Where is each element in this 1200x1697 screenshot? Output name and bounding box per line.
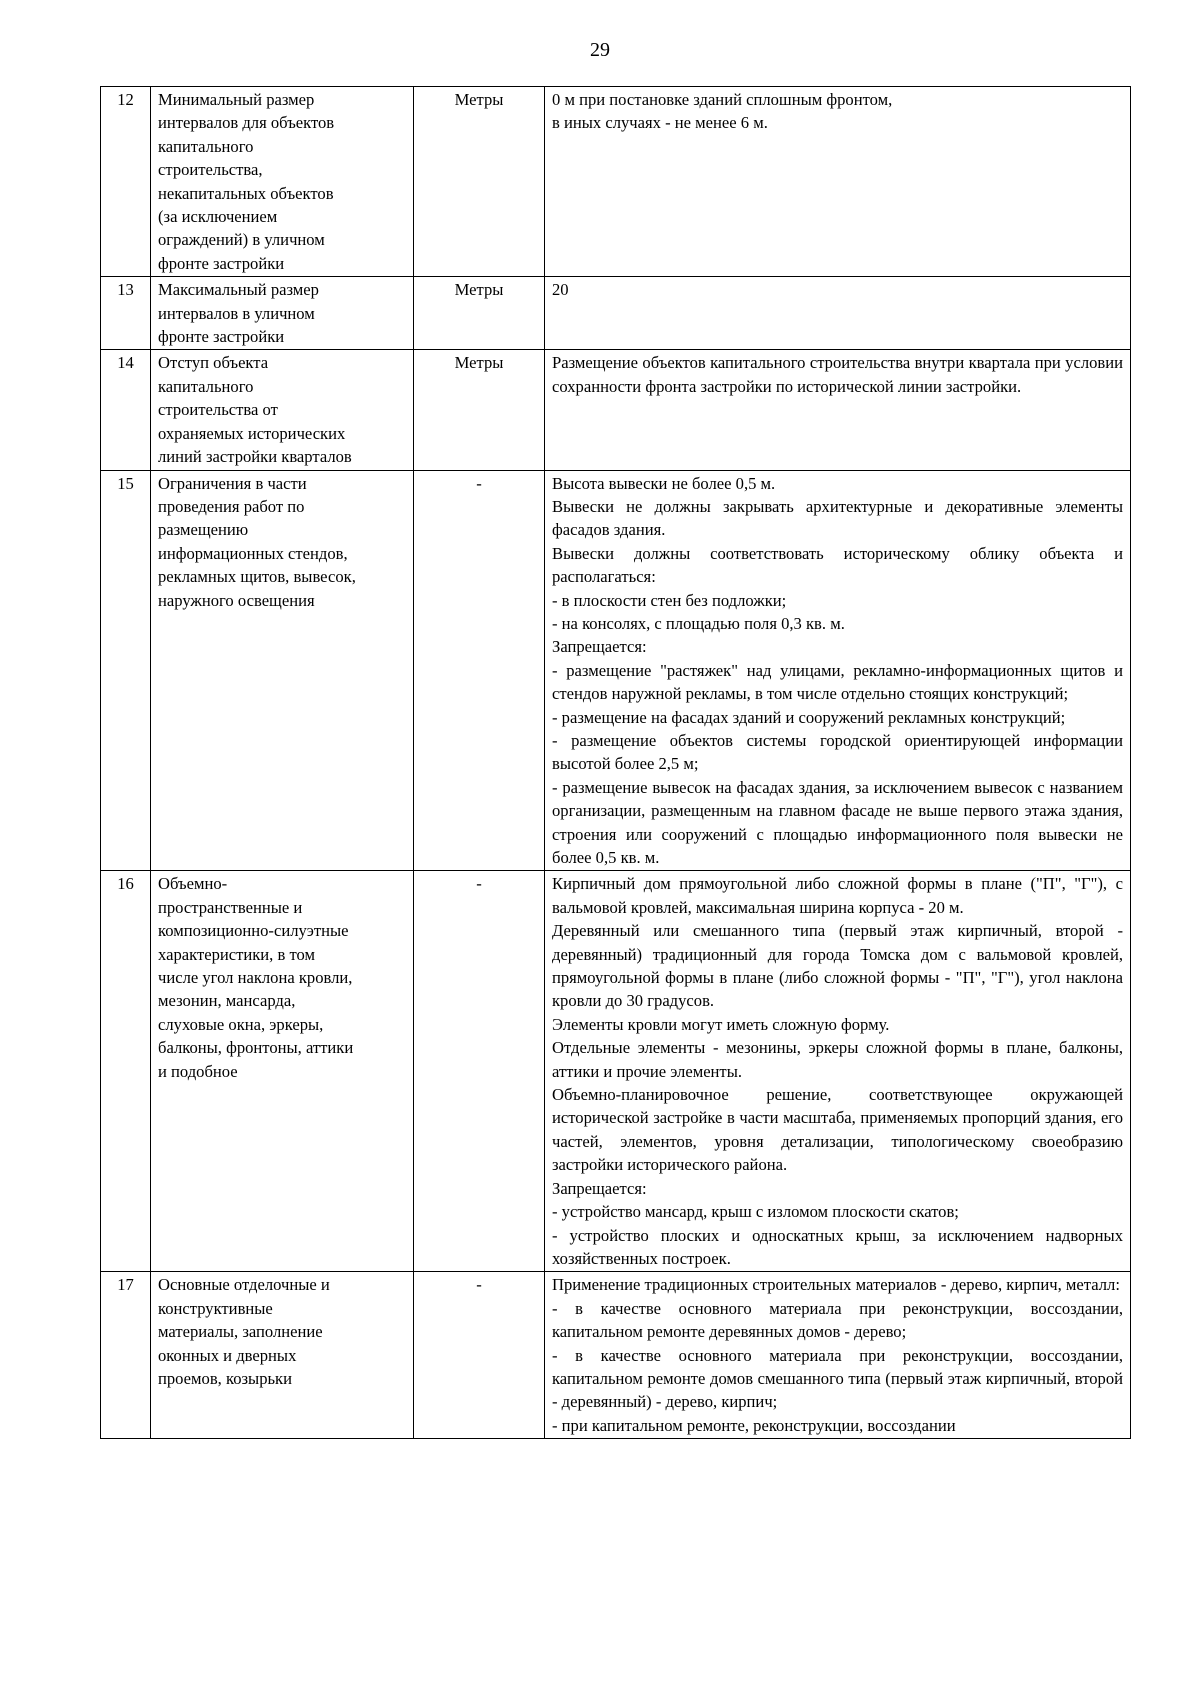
parameter-value <box>545 277 1131 350</box>
parameter-name-line: фронте застройки <box>158 253 285 273</box>
row-number: 16 <box>101 871 151 1272</box>
parameter-name-line: характеристики, в том <box>158 944 315 964</box>
value-paragraph: - в качестве основного материала при реконструкции, воссоздании, капитальном ремонте деревянных домов - дерево; <box>552 1298 1123 1342</box>
value-paragraph: Вывески не должны закрывать архитектурные и декоративные элементы фасадов здания. <box>552 496 1123 540</box>
parameter-name-line: Объемно- <box>158 874 228 894</box>
parameter-name-line: проемов, козырьки <box>158 1368 292 1388</box>
value-paragraph: Применение традиционных строительных материалов - дерево, кирпич, металл: <box>552 1275 1120 1295</box>
value-paragraph: Высота вывески не более 0,5 м. <box>552 473 776 493</box>
unit-of-measure: Метры <box>414 87 545 277</box>
parameter-name-line: и подобное <box>158 1061 238 1081</box>
parameter-name-line: охраняемых исторических <box>158 423 346 443</box>
parameter-name-line: материалы, заполнение <box>158 1322 323 1342</box>
parameter-name <box>151 1272 414 1439</box>
parameter-name-line: фронте застройки <box>158 327 285 347</box>
value-paragraph: Кирпичный дом прямоугольной либо сложной формы в плане ("П", "Г"), с вальмовой кровлей, максимальная ширина корпуса - 20 м. <box>552 874 1123 917</box>
parameter-name-line: ограждений) в уличном <box>158 230 325 250</box>
parameter-name-line: рекламных щитов, вывесок, <box>158 567 356 587</box>
page-number: 29 <box>590 39 610 61</box>
value-paragraph: Объемно-планировочное решение, соответствующее окружающей исторической застройке в части масштаба, применяемых пропорций здания, его частей, элементов, уровня детализации, типологическому своеобразию застройки исторического района. <box>552 1085 1123 1175</box>
value-paragraph: - в плоскости стен без подложки; <box>552 590 787 610</box>
row-number: 12 <box>101 87 151 277</box>
parameter-name-line: композиционно-силуэтные <box>158 921 349 941</box>
value-paragraph: в иных случаях - не менее 6 м. <box>552 113 768 133</box>
parameter-name-line: Ограничения в части <box>158 473 307 493</box>
parameter-name-line: мезонин, мансарда, <box>158 991 296 1011</box>
parameter-name-line: размещению <box>158 520 249 540</box>
value-paragraph: 20 <box>552 280 569 300</box>
parameter-name-line: проведения работ по <box>158 496 305 516</box>
regulations-table <box>100 86 1131 1439</box>
table-row <box>101 871 1131 1272</box>
value-paragraph: 0 м при постановке зданий сплошным фронтом, <box>552 90 893 109</box>
row-number: 15 <box>101 470 151 871</box>
parameter-name <box>151 87 414 277</box>
parameter-name-line: оконных и дверных <box>158 1345 297 1365</box>
parameter-name-line: Максимальный размер <box>158 280 319 300</box>
table-row <box>101 470 1131 871</box>
value-paragraph: - устройство мансард, крыш с изломом плоскости скатов; <box>552 1202 959 1222</box>
value-paragraph: - размещение вывесок на фасадах здания, за исключением вывесок с названием организации, размещенным на главном фасаде не выше первого этажа здания, строения или сооружений с площадью информационного поля вывески не более 0,5 кв. м. <box>552 777 1123 867</box>
parameter-name-line: Основные отделочные и <box>158 1275 330 1295</box>
value-paragraph: Элементы кровли могут иметь сложную форму. <box>552 1014 890 1034</box>
parameter-name-line: наружного освещения <box>158 590 315 610</box>
parameter-name-line: балконы, фронтоны, аттики <box>158 1038 354 1058</box>
parameter-name-line: конструктивные <box>158 1298 273 1318</box>
parameter-value <box>545 1272 1131 1439</box>
unit-of-measure: Метры <box>414 350 545 470</box>
value-paragraph: - размещение объектов системы городской ориентирующей информации высотой более 2,5 м; <box>552 730 1123 774</box>
value-paragraph: Вывески должны соответствовать историческому облику объекта и располагаться: <box>552 543 1123 587</box>
table-row <box>101 277 1131 350</box>
unit-of-measure: - <box>414 1272 545 1439</box>
parameter-name-line: слуховые окна, эркеры, <box>158 1014 324 1034</box>
value-paragraph: Отдельные элементы - мезонины, эркеры сложной формы в плане, балконы, аттики и прочие элементы. <box>552 1038 1123 1081</box>
table-row <box>101 87 1131 277</box>
unit-of-measure: - <box>414 871 545 1272</box>
value-paragraph: Деревянный или смешанного типа (первый этаж кирпичный, второй - деревянный) традиционный для города Томска дом с вальмовой кровлей, прямоугольной формы в плане (либо сложной формы - "П", "Г"), угол наклона кровли до 30 градусов. <box>552 921 1123 1011</box>
parameter-name-line: информационных стендов, <box>158 543 348 563</box>
unit-of-measure: Метры <box>414 277 545 350</box>
parameter-name-line: капитального <box>158 136 254 156</box>
parameter-name <box>151 470 414 871</box>
value-paragraph: - в качестве основного материала при реконструкции, воссоздании, капитальном ремонте домов смешанного типа (первый этаж кирпичный, второй - деревянный) - дерево, кирпич; <box>552 1345 1123 1412</box>
parameter-value <box>545 470 1131 871</box>
parameter-name-line: строительства от <box>158 400 278 420</box>
parameter-name-line: интервалов для объектов <box>158 113 335 133</box>
value-paragraph: - размещение на фасадах зданий и сооружений рекламных конструкций; <box>552 707 1066 727</box>
parameter-name <box>151 871 414 1272</box>
parameter-name-line: некапитальных объектов <box>158 183 334 203</box>
parameter-name-line: Отступ объекта <box>158 353 269 373</box>
parameter-name <box>151 350 414 470</box>
value-paragraph: Размещение объектов капитального строительства внутри квартала при условии сохранности фронта застройки по исторической линии застройки. <box>552 353 1123 396</box>
parameter-name-line: интервалов в уличном <box>158 303 315 323</box>
unit-of-measure: - <box>414 470 545 871</box>
value-paragraph: Запрещается: <box>552 637 647 657</box>
row-number: 13 <box>101 277 151 350</box>
parameter-value <box>545 87 1131 277</box>
parameter-name-line: строительства, <box>158 160 263 180</box>
value-paragraph: - при капитальном ремонте, реконструкции, воссоздании <box>552 1415 956 1435</box>
parameter-value <box>545 350 1131 470</box>
value-paragraph: - устройство плоских и односкатных крыш, за исключением надворных хозяйственных построек. <box>552 1225 1123 1268</box>
parameter-name-line: числе угол наклона кровли, <box>158 968 353 988</box>
value-paragraph: - на консолях, с площадью поля 0,3 кв. м. <box>552 613 845 633</box>
parameter-name-line: пространственные и <box>158 897 303 917</box>
parameter-value <box>545 871 1131 1272</box>
value-paragraph: Запрещается: <box>552 1178 647 1198</box>
parameter-name <box>151 277 414 350</box>
parameter-name-line: капитального <box>158 376 254 396</box>
value-paragraph: - размещение "растяжек" над улицами, рекламно-информационных щитов и стендов наружной рекламы, в том числе отдельно стоящих конструкций; <box>552 660 1123 704</box>
table-row <box>101 350 1131 470</box>
parameter-name-line: линий застройки кварталов <box>158 447 352 467</box>
parameter-name-line: Минимальный размер <box>158 90 315 109</box>
parameter-name-line: (за исключением <box>158 207 278 227</box>
row-number: 17 <box>101 1272 151 1439</box>
table-row <box>101 1272 1131 1439</box>
row-number: 14 <box>101 350 151 470</box>
